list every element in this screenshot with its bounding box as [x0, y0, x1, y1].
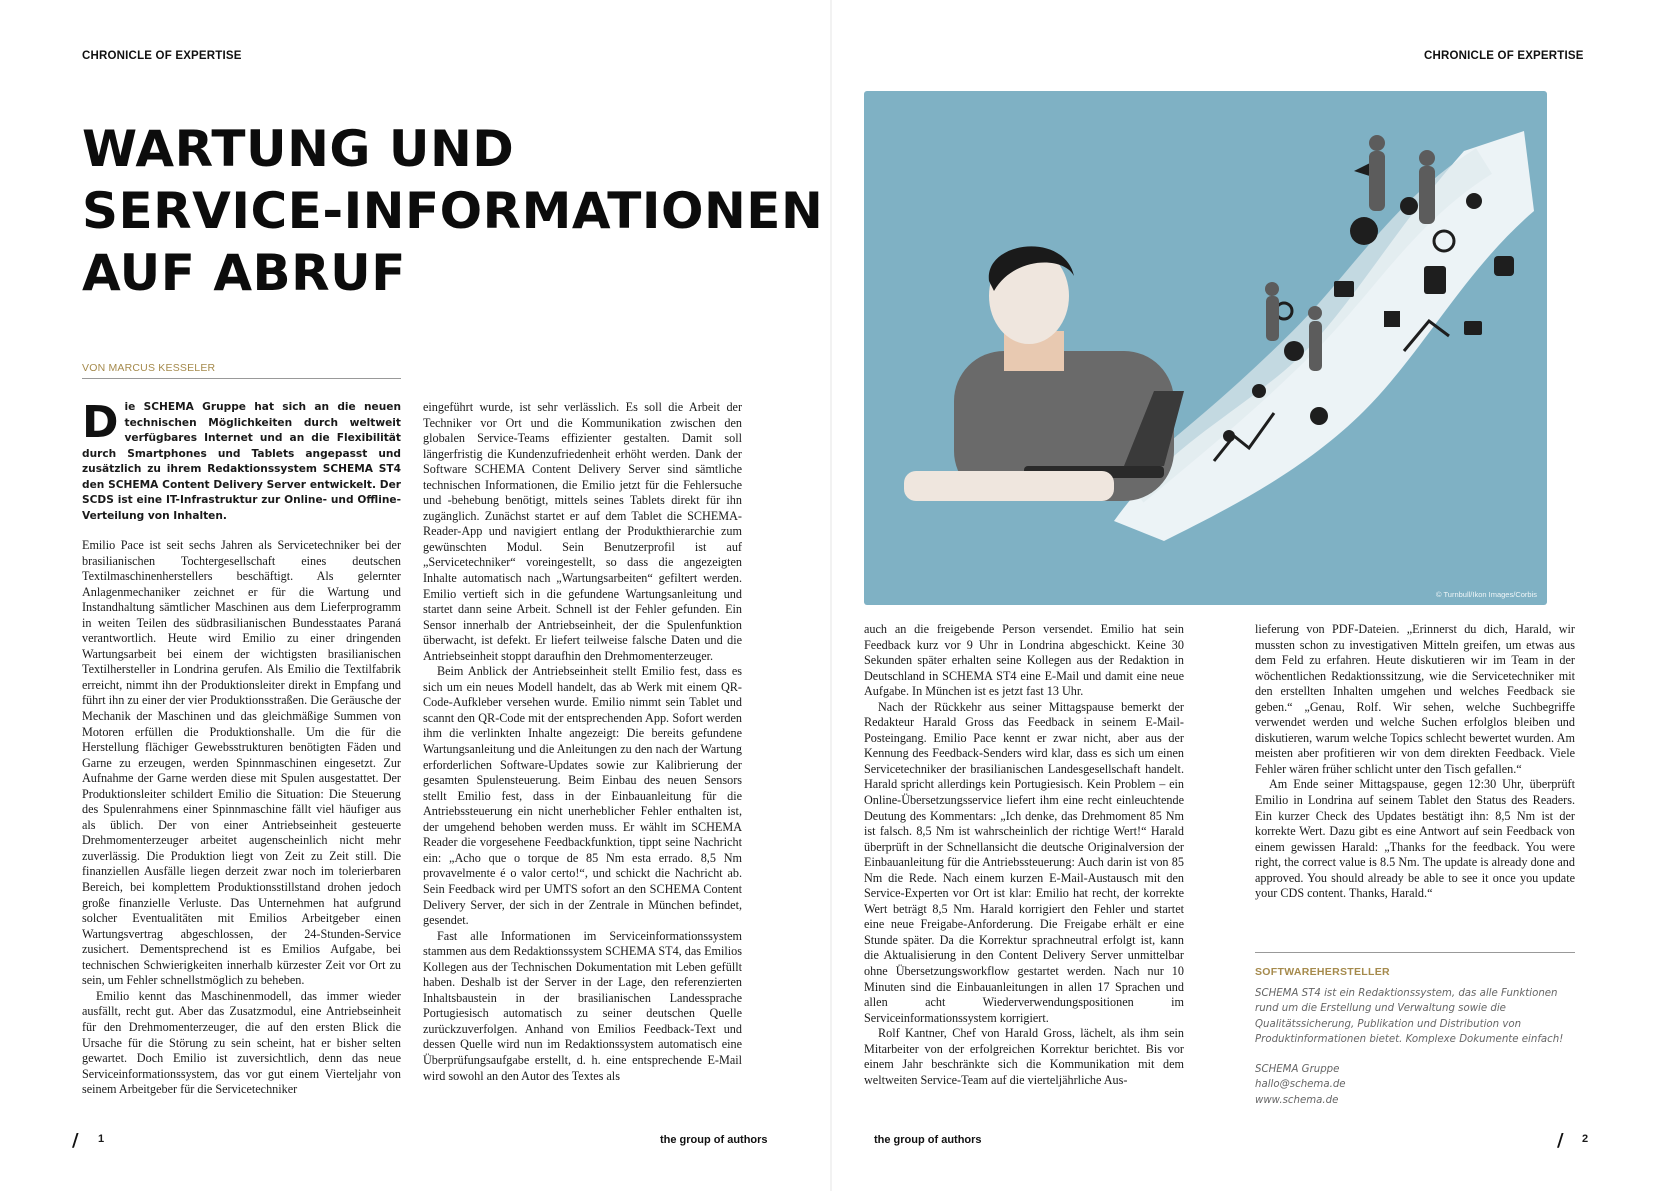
section-kicker: CHRONICLE OF EXPERTISE [1424, 50, 1584, 62]
page-number: 1 [98, 1133, 105, 1145]
body-paragraph: Beim Anblick der Antriebseinheit stellt Emilio fest, dass es sich um ein neues Modell handelt, das ab Werk mit einem QR-Code-Aufkleber versehen wurde. Emilio nimmt sein Tablet und scannt den QR-Code mit der entsprechenden App. Sofort werden ihm die verlinkten Inhalte angezeigt: Die bereits gefundene Wartungsanleitung und die Anleitungen zu den nach der Wartung erforderlichen Software-Updates sowie zur Kalibrierung der gesamten Spulensteuerung. Beim Einbau des neuen Sensors stellt Emilio fest, dass in der Einbauanleitung für die Antriebssteuerung ein nicht unerheblicher Fehler enthalten ist, der umgehend behoben werden muss. Er wählt im SCHEMA Reader die vorgesehene Feedbackfunktion, tippt seine Nachricht ein: „Acho que o torque de 85 Nm esta errado. 8,5 Nm provavelmente é o valor certo!“, und schickt die Nachricht ab. Sein Feedback wird per UMTS sofort an den SCHEMA Content Delivery Server, der sich in der Zentrale in München befindet, gesendet. [423, 664, 742, 928]
headline-line: SERVICE-INFORMATIONEN [82, 182, 824, 240]
drop-cap: D [82, 397, 119, 448]
contact-email: hallo@schema.de [1255, 1079, 1346, 1091]
byline-divider [82, 378, 401, 379]
body-paragraph: eingeführt wurde, ist sehr verlässlich. Es soll die Arbeit der Techniker vor Ort und die Kommunikation zwischen den globalen Service-Teams effizienter gestalten. Damit soll längerfristig die Kundenzufriedenheit erhöht werden. Dank der Software SCHEMA Content Delivery Server sind sämtliche technischen Informationen, die Emilio jetzt für die Fehlersuche und -behebung benötigt, mittels seines Tablets direkt für ihn zugänglich. Zunächst startet er auf dem Tablet die SCHEMA-Reader-App und navigiert entlang der Produkthierarchie zum gewünschten Modul. Sein Benutzerprofil ist auf „Servicetechniker“ voreingestellt, so dass die angezeigten Inhalte automatisch nach „Wartungsarbeiten“ gefiltert werden. Emilio vertieft sich in die gefundene Wartungsanleitung und startet dann seine Arbeit. Schnell ist der Fehler gefunden. Ein Sensor innerhalb der Antriebseinheit, der die Spulenfunktion überwacht, ist defekt. Er liefert teilweise falsche Daten und die Antriebseinheit stoppt daraufhin den Drehmomenterzeuger. [423, 400, 742, 663]
sidebar-heading: SOFTWAREHERSTELLER [1255, 966, 1390, 978]
text-column-4 [1255, 622, 1575, 902]
body-paragraph: Fast alle Informationen im Serviceinformationssystem stammen aus dem Redaktionssystem SCHEMA ST4, das Emilios Kollegen aus der Technischen Dokumentation mit Leben gefüllt haben. Deshalb ist der Server in der Lage, den referenzierten Inhaltsbaustein in der brasilianischen Landessprache Portugiesisch automatisch zu seiner deutschen Quelle zurückzuverfolgen. Anhand von Emilios Feedback-Text und dessen Quelle wird nun im Redaktionssystem automatisch eine Überprüfungsaufgabe erstellt, d. h. eine entsprechende E-Mail wird sowohl an den Autor des Textes als [423, 928, 742, 1083]
sidebar-divider [1255, 952, 1575, 953]
lead-text: ie SCHEMA Gruppe hat sich an die neuen technischen Möglichkeiten durch weltweit verfügbares Internet und an die Flexibilität durch Smartphones und Tablets angepasst und zusätzlich zu ihrem Redaktionssystem SCHEMA ST4 den SCHEMA Content Delivery Server entwickelt. Der SCDS ist eine IT-Infrastruktur zur Online- und Offline-Verteilung von Inhalten. [82, 401, 401, 522]
sidebar-description: SCHEMA ST4 ist ein Redaktionssystem, das alle Funktionen rund um die Erstellung und Verwaltung sowie die Qualitätssicherung, Publikation und Distribution von Produktinformationen bietet. Komplexe Dokumente einfach! [1255, 988, 1564, 1045]
illustration-artwork [864, 91, 1547, 605]
company-name: SCHEMA Gruppe [1255, 1064, 1340, 1075]
headline-line: AUF ABRUF [82, 244, 406, 302]
article-headline [82, 118, 824, 304]
contact-website: www.schema.de [1255, 1094, 1339, 1106]
body-paragraph: Nach der Rückkehr aus seiner Mittagspause bemerkt der Redakteur Harald Gross das Feedback in seinem E-Mail-Posteingang. Emilio Pace kennt er zwar nicht, aber aus der Kennung des Feedback-Senders wird klar, dass es sich um einen Servicetechniker der brasilianischen Landesgesellschaft handelt. Harald spricht allerdings kein Portugiesisch. Kein Problem – ein Online-Übersetzungsservice liefert ihm eine recht einleuchtende Deutung des Kommentars: „Ich denke, das Drehmoment 85 Nm ist falsch. 8,5 Nm ist wahrscheinlich der richtige Wert!“ Harald überprüft in der Schnellansicht die deutsche Originalversion der Einbauanleitung für die Antriebssteuerung: Auch darin ist von 85 Nm die Rede. Nach einem kurzen E-Mail-Austausch mit den Service-Experten vor Ort ist klar: Emilio hat recht, der korrekte Wert beträgt 8,5 Nm. Harald korrigiert den Fehler und startet eine neue Freigabe-Anforderung. Die Freigabe erhält er eine Stunde später. Da die Korrektur sprachneutral erfolgt ist, kann die Aktualisierung in den Content Delivery Server unmittelbar ohne Übersetzungsworkflow gestartet werden. Nach nur 10 Minuten sind die Einbauanleitungen in allen 17 Sprachen und allen acht Wiederverwendungspositionen im Serviceinformationssystem korrigiert. [864, 699, 1184, 1025]
body-paragraph: Am Ende seiner Mittagspause, gegen 12:30 Uhr, überprüft Emilio in Londrina auf seinem Tablet den Status des Readers. Ein kurzer Check des Updates bestätigt ihn: 8,5 Nm ist der korrekte Wert. Dazu gibt es eine Antwort auf sein Feedback von einem gewissen Harald: „Thanks for the feedback. You were right, the correct value is 8.5 Nm. The update is already done and approved. You should already be able to see it once you update your CDS content. Thanks, Harald.“ [1255, 777, 1575, 901]
right-page [832, 0, 1663, 1191]
body-paragraph: Emilio Pace ist seit sechs Jahren als Servicetechniker bei der brasilianischen Tochtergesellschaft eines deutschen Textilmaschinenherstellers beschäftigt. Als gelernter Anlagenmechaniker zeichnet er für die Wartung und Instandhaltung sämtlicher Maschinen aus dem Lieferprogramm in weiten Teilen des südbrasilianischen Bundesstaates Paraná verantwortlich. Heute wird Emilio zu einer dringenden Wartungsarbeit bei einem der wichtigsten brasilianischen Textilhersteller in Londrina gerufen. Als Emilio die Textilfabrik erreicht, nimmt ihn der Produktionsleiter direkt in Empfang und führt ihn zu einer der vier Produktionsstraßen. Die Geräusche der Mechanik der Maschinen und das gleichmäßige Summen von Motoren erfüllen die Produktionshalle. Um die für die Herstellung flächiger Gewebsstrukturen benötigten Fäden und Garne zu erzeugen, werden Spinnmaschinen eingesetzt. Zur Aufnahme der Garne werden diese mit Spulen ausgestattet. Der Produktionsleiter schildert Emilio die Situation: Die Steuerung des Spulenrahmens einer Spinnmaschine fällt viel häufiger aus als üblich. Der von einer Antriebseinheit gesteuerte Drehmomenterzeuger arbeitet augenscheinlich nicht mehr zuverlässig. Die Produktion liegt von Zeit zu Zeit still. Die finanziellen Ausfälle liegen derzeit zwar noch im tolerierbaren Bereich, bei komplettem Produktionsstillstand drohen jedoch große finanzielle Verluste. Das Unternehmen hat aufgrund solcher Eventualitäten mit Emilios Arbeitgeber einen Wartungsvertrag abgeschlossen, der 24-Stunden-Service zusichert. Dementsprechend ist es Emilios Aufgabe, bei technischen Schwierigkeiten innerhalb kürzester Zeit vor Ort zu sein, um Fehler schnellstmöglich zu beheben. [82, 538, 401, 988]
body-paragraph: lieferung von PDF-Dateien. „Erinnerst du dich, Harald, wir mussten schon zu investigativen Mitteln greifen, um etwas aus dem Feld zu erfahren. Heute diskutieren wir im Team in der wöchentlichen Redaktionssitzung, wie die Servicetechniker mit den erstellten Inhalten umgehen und welches Feedback sie geben.“ „Genau, Rolf. Wir sehen, welche Suchbegriffe verwendet werden und welche Suchen erfolglos bleiben und diskutieren, warum welche Topics schlecht bewertet wurden. Am meisten aber profitieren wir von dem direkten Feedback. Viele Fehler wären früher schlicht unter den Tisch gefallen.“ [1255, 622, 1575, 776]
section-kicker: CHRONICLE OF EXPERTISE [82, 50, 242, 62]
body-paragraph: Rolf Kantner, Chef von Harald Gross, lächelt, als ihm sein Mitarbeiter von der erfolgreichen Korrektur berichtet. Bis vor einem Jahr beschränkte sich die Kommunikation mit dem weltweiten Service-Team auf die vierteljährliche Aus- [864, 1026, 1184, 1087]
body-paragraph: Emilio kennt das Maschinenmodell, das immer wieder ausfällt, recht gut. Aber das Zusatzmodul, eine Antriebseinheit für den Drehmomenterzeuger, die auf den ersten Blick die Ursache für die Störung zu sein scheint, hat er bisher selten gewartet. Doch Emilio ist zuversichtlich, denn das neue Serviceinformationssystem, das vor gut einem Vierteljahr von seinem Arbeitgeber für die Servicetechniker [82, 988, 401, 1097]
page-number: 2 [1582, 1133, 1589, 1145]
lead-paragraph [82, 397, 401, 524]
authors-logo-icon: / [72, 1130, 79, 1151]
text-column-3 [864, 622, 1184, 1088]
text-column-1 [82, 397, 401, 1098]
footer-group-name: the group of authors [660, 1134, 768, 1146]
footer-group-name: the group of authors [874, 1134, 982, 1146]
headline-line: WARTUNG UND [82, 120, 515, 178]
article-illustration [864, 91, 1547, 605]
sidebar-contact [1255, 1062, 1575, 1108]
body-paragraph: auch an die freigebende Person versendet. Emilio hat sein Feedback kurz vor 9 Uhr in Londrina abgeschickt. Keine 30 Sekunden später erhalten seine Kollegen aus der Redaktion in Deutschland in SCHEMA ST4 eine E-Mail und damit eine neue Aufgabe. In München ist es jetzt fast 13 Uhr. [864, 622, 1184, 699]
byline: VON MARCUS KESSELER [82, 362, 216, 374]
image-credit: © Turnbull/Ikon Images/Corbis [1436, 590, 1537, 599]
text-column-2 [423, 400, 742, 1084]
left-page [0, 0, 831, 1191]
authors-logo-icon: / [1557, 1130, 1564, 1151]
